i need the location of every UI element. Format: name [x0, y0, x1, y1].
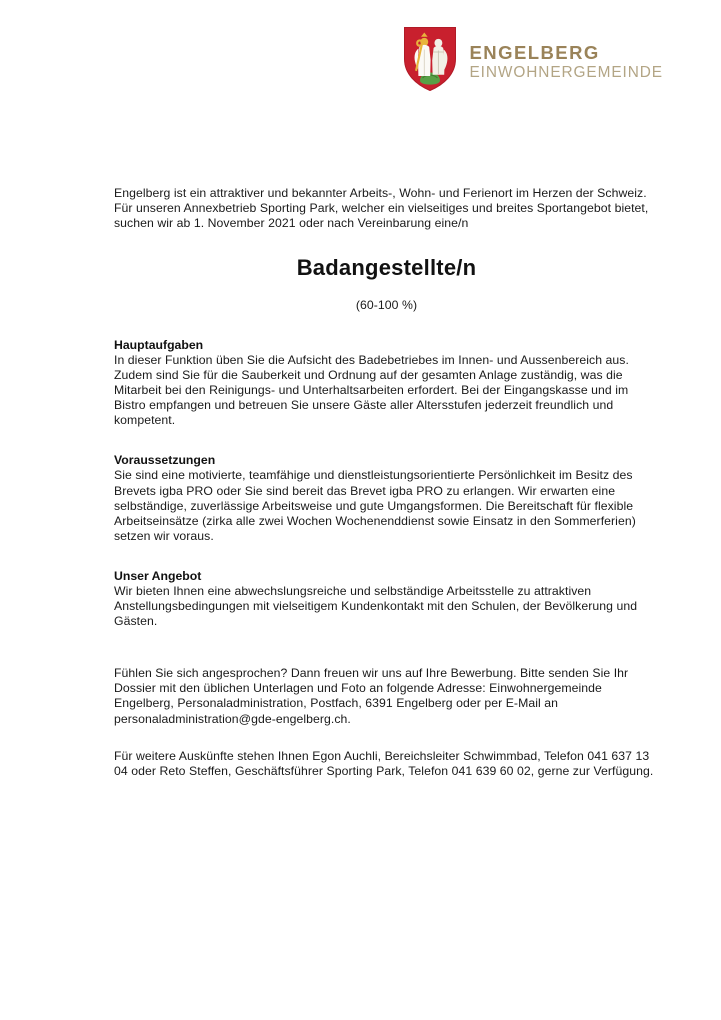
job-title: Badangestellte/n: [296, 255, 477, 281]
engelberg-logo: [403, 26, 664, 92]
section-voraussetzungen: [114, 428, 659, 544]
section-heading: Unser Angebot: [114, 568, 202, 583]
section-body: Wir bieten Ihnen eine abwechslungsreiche und selbständige Arbeitsstelle zu attraktiven Anstellungsbedingungen mit vielseitigem Kundenkontakt mit den Schulen, der Bevölkerung und Gästen.: [114, 583, 638, 629]
job-workload: (60-100 %): [355, 297, 418, 312]
section-body: Sie sind eine motivierte, teamfähige und dienstleistungsorientierte Persönlichkeit im Besitz des Brevets igba PRO oder Sie sind bereit das Brevet igba PRO zu erlangen. Wir erwarten eine selbständige, zuverlässige Arbeitsweise und gute Umgangsformen. Die Bereitschaft für flexible Arbeitseinsätze (zirka alle zwei Wochen Wochenenddienst sowie Einsatz in den Sommerferien) setzen wir voraus.: [114, 468, 636, 543]
application-instructions: [114, 629, 659, 726]
logo-wordmark-secondary: EINWOHNERGEMEINDE: [469, 63, 663, 81]
section-unser-angebot: [114, 544, 659, 629]
document-body: [114, 186, 659, 779]
engelberg-coat-of-arms-icon: [403, 26, 457, 92]
section-body: In dieser Funktion üben Sie die Aufsicht des Badebetriebes im Innen- und Aussenbereich aus. Zudem sind Sie für die Sauberkeit und Ordnung auf der gesamten Anlage zuständig, was die Mitarbeit bei den Reinigungs- und Unterhaltsarbeiten erfordert. Bei der Eingangskasse und im Bistro empfangen und betreuen Sie unsere Gäste aller Altersstufen jederzeit freundlich und kompetent.: [114, 352, 629, 428]
section-hauptaufgaben: [114, 313, 659, 429]
application-paragraph: Fühlen Sie sich angesprochen? Dann freuen wir uns auf Ihre Bewerbung. Bitte senden Sie Ihr Dossier mit den üblichen Unterlagen und Foto an folgende Adresse: Einwohnergemeinde Engelberg, Personaladministration, Postfach, 6391 Engelberg oder per E-Mail an personaladministration@gde-engelberg.ch.: [114, 666, 629, 726]
logo-wordmark-primary: ENGELBERG: [469, 41, 600, 63]
intro-paragraph: Engelberg ist ein attraktiver und bekannter Arbeits-, Wohn- und Ferienort im Herzen der Schweiz. Für unseren Annexbetrieb Sporting Park, welcher ein vielseitiges und breites Sportangebot bietet, suchen wir ab 1. November 2021 oder nach Vereinbarung eine/n: [114, 186, 649, 231]
section-heading: Voraussetzungen: [114, 453, 216, 468]
contact-information: [114, 727, 659, 779]
section-heading: Hauptaufgaben: [114, 337, 204, 352]
logo-wordmark: [470, 36, 664, 82]
document-header: [0, 26, 721, 106]
contact-paragraph: Für weitere Auskünfte stehen Ihnen Egon Auchli, Bereichsleiter Schwimmbad, Telefon 041 637 13 04 oder Reto Steffen, Geschäftsführer Sporting Park, Telefon 041 639 60 02, gerne zur Verfügung.: [114, 748, 654, 778]
